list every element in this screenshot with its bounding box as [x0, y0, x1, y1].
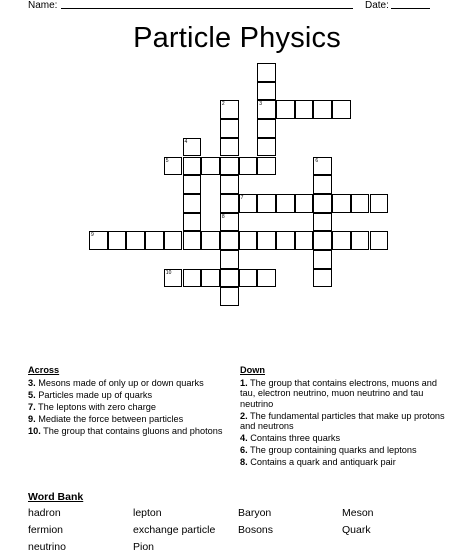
- clue-number: 10: [165, 269, 172, 276]
- grid-cell[interactable]: [276, 194, 295, 213]
- grid-cell[interactable]: [313, 175, 332, 194]
- down-clue: [240, 411, 446, 432]
- grid-cell[interactable]: [257, 138, 276, 157]
- grid-cell[interactable]: [220, 231, 239, 250]
- clue-text: Particles made up of quarks: [35, 389, 153, 400]
- word-bank-item: Bosons: [238, 524, 274, 536]
- grid-cell[interactable]: [313, 100, 332, 119]
- grid-cell[interactable]: [164, 231, 183, 250]
- grid-cell[interactable]: [201, 231, 220, 250]
- grid-cell[interactable]: [220, 138, 239, 157]
- clue-number: 10.: [28, 425, 41, 436]
- grid-cell[interactable]: [220, 287, 239, 306]
- grid-cell[interactable]: [313, 157, 332, 176]
- across-clue: [28, 414, 223, 425]
- grid-cell[interactable]: [220, 100, 239, 119]
- clue-number: 9: [91, 232, 94, 239]
- clue-number: 7.: [28, 401, 36, 412]
- grid-cell[interactable]: [295, 194, 314, 213]
- grid-cell[interactable]: [257, 231, 276, 250]
- grid-cell[interactable]: [351, 231, 370, 250]
- clue-number: 4.: [240, 433, 248, 443]
- clue-text: The group that contains gluons and photons: [40, 425, 223, 436]
- grid-cell[interactable]: [313, 269, 332, 288]
- grid-cell[interactable]: [370, 194, 389, 213]
- word-bank-item: Meson: [342, 507, 374, 519]
- grid-cell[interactable]: [332, 231, 351, 250]
- grid-cell[interactable]: [257, 194, 276, 213]
- clue-number: 1.: [240, 377, 248, 388]
- clue-text: The group containing quarks and leptons: [247, 445, 417, 455]
- grid-cell[interactable]: [201, 157, 220, 176]
- clue-text: The leptons with zero charge: [35, 401, 157, 412]
- grid-cell[interactable]: [220, 175, 239, 194]
- clue-number: 2.: [240, 410, 248, 421]
- word-bank-item: Baryon: [238, 507, 272, 519]
- word-bank-item: Quark: [342, 524, 371, 536]
- across-clues: [28, 365, 223, 438]
- word-bank-title: Word Bank: [28, 491, 84, 503]
- grid-cell[interactable]: [295, 231, 314, 250]
- grid-cell[interactable]: [183, 194, 202, 213]
- grid-cell[interactable]: [351, 194, 370, 213]
- clue-number: 9.: [28, 413, 36, 424]
- grid-cell[interactable]: [313, 231, 332, 250]
- down-clue-list: [240, 378, 446, 468]
- grid-cell[interactable]: [220, 194, 239, 213]
- across-clue-list: [28, 378, 223, 437]
- grid-cell[interactable]: [370, 231, 389, 250]
- grid-cell[interactable]: [257, 63, 276, 82]
- word-bank-item: fermion: [28, 524, 64, 536]
- grid-cell[interactable]: [164, 269, 183, 288]
- clue-number: 3.: [28, 377, 36, 388]
- grid-cell[interactable]: [313, 213, 332, 232]
- grid-cell[interactable]: [183, 157, 202, 176]
- grid-cell[interactable]: [239, 269, 258, 288]
- grid-cell[interactable]: [220, 250, 239, 269]
- grid-cell[interactable]: [183, 269, 202, 288]
- grid-cell[interactable]: [145, 231, 164, 250]
- clue-number: 5: [165, 157, 169, 164]
- grid-cell[interactable]: [239, 194, 258, 213]
- grid-cell[interactable]: [332, 100, 351, 119]
- grid-cell[interactable]: [108, 231, 127, 250]
- clue-number: 3: [259, 101, 263, 108]
- grid-cell[interactable]: [332, 194, 351, 213]
- grid-cell[interactable]: [220, 269, 239, 288]
- grid-cell[interactable]: [183, 175, 202, 194]
- clue-number: 8: [221, 213, 225, 220]
- grid-cell[interactable]: [220, 119, 239, 138]
- grid-cell[interactable]: [220, 213, 239, 232]
- clue-number: 4: [184, 138, 188, 145]
- across-clue: [28, 378, 223, 389]
- word-bank-item: hadron: [28, 507, 61, 519]
- clue-number: 6.: [240, 445, 248, 455]
- down-clue: [240, 378, 446, 410]
- word-bank-item: Pion: [133, 541, 155, 553]
- clue-number: 5.: [28, 389, 36, 400]
- down-clue: [240, 445, 446, 456]
- grid-cell[interactable]: [201, 269, 220, 288]
- clue-number: 7: [240, 194, 244, 201]
- word-bank-item: exchange particle: [133, 524, 216, 536]
- grid-cell[interactable]: [89, 231, 108, 250]
- grid-cell[interactable]: [239, 157, 258, 176]
- clue-number: 2: [221, 101, 225, 108]
- clue-text: Mesons made of only up or down quarks: [35, 377, 204, 388]
- down-clue: [240, 433, 446, 444]
- grid-cell[interactable]: [257, 82, 276, 101]
- date-label: Date:: [365, 0, 389, 11]
- grid-cell[interactable]: [257, 269, 276, 288]
- grid-cell[interactable]: [183, 213, 202, 232]
- clue-text: The fundamental particles that make up protons and neutrons: [240, 410, 445, 431]
- grid-cell[interactable]: [126, 231, 145, 250]
- clue-text: Contains three quarks: [247, 433, 341, 443]
- word-bank-item: neutrino: [28, 541, 66, 553]
- clue-text: Contains a quark and antiquark pair: [247, 457, 396, 467]
- clue-number: 6: [315, 157, 319, 164]
- across-clue: [28, 402, 223, 413]
- clue-text: Mediate the force between particles: [35, 413, 184, 424]
- across-clue: [28, 426, 223, 437]
- down-clues: [240, 365, 446, 469]
- grid-cell[interactable]: [257, 119, 276, 138]
- grid-cell[interactable]: [257, 157, 276, 176]
- name-label: Name:: [28, 0, 58, 11]
- grid-cell[interactable]: [183, 138, 202, 157]
- grid-cell[interactable]: [183, 231, 202, 250]
- grid-cell[interactable]: [313, 194, 332, 213]
- grid-cell[interactable]: [239, 231, 258, 250]
- grid-cell[interactable]: [257, 100, 276, 119]
- across-heading: Across: [28, 365, 60, 375]
- page-title: Particle Physics: [133, 22, 341, 54]
- down-clue: [240, 457, 446, 468]
- grid-cell[interactable]: [276, 231, 295, 250]
- word-bank-item: lepton: [133, 507, 162, 519]
- grid-cell[interactable]: [276, 100, 295, 119]
- clue-number: 8.: [240, 457, 248, 467]
- grid-cell[interactable]: [164, 157, 183, 176]
- grid-cell[interactable]: [295, 100, 314, 119]
- grid-cell[interactable]: [313, 250, 332, 269]
- down-heading: Down: [240, 365, 266, 375]
- clue-text: The group that contains electrons, muons and tau, electron neutrino, muon neutrino and tau neutrino: [240, 377, 437, 409]
- grid-cell[interactable]: [220, 157, 239, 176]
- across-clue: [28, 390, 223, 401]
